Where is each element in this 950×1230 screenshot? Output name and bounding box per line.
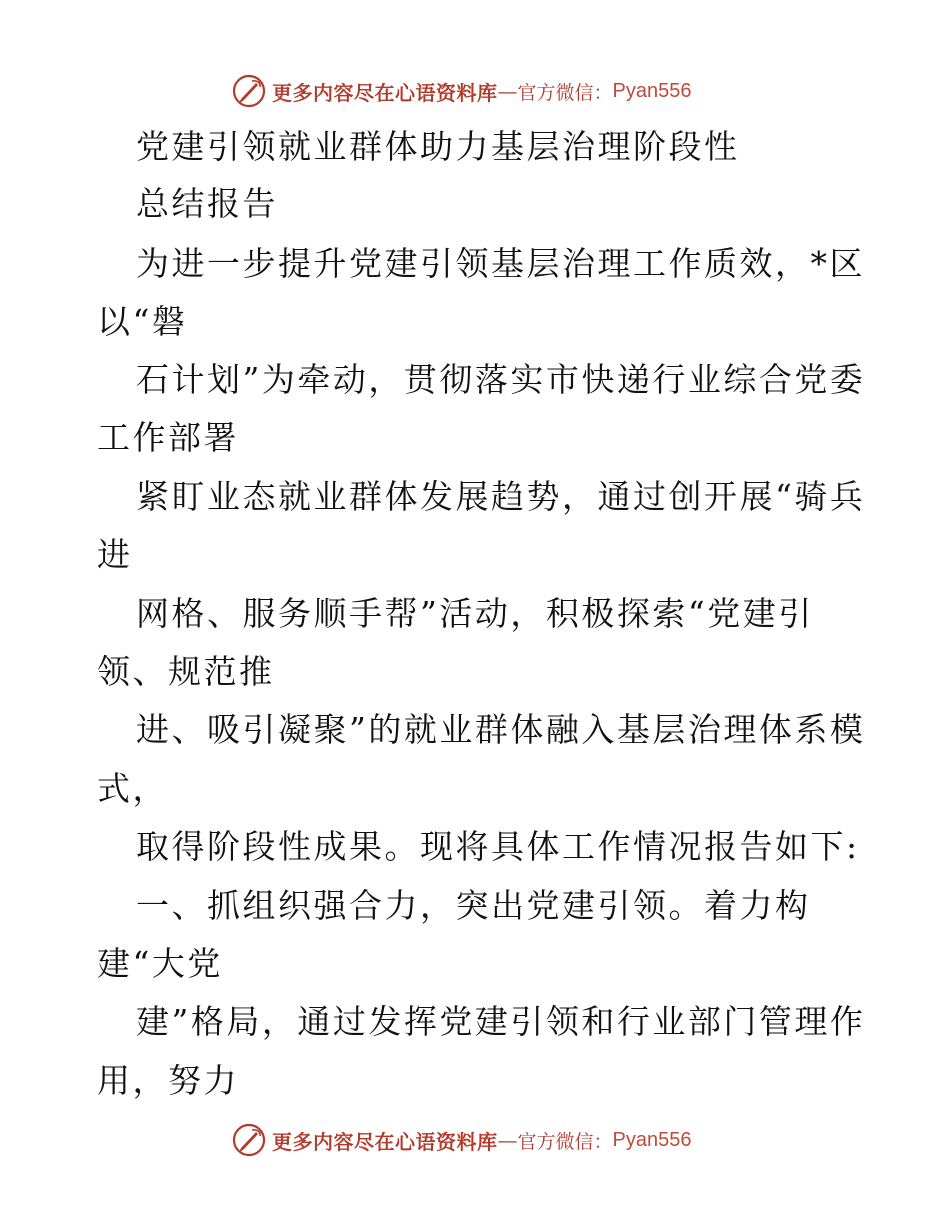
doc-title-line-2: 总结报告 [136,184,278,223]
watermark-text: 更多内容尽在心语资料库 [272,1129,498,1154]
body-line: 建”格局，通过发挥党建引领和行业部门管理作 [136,1002,866,1041]
doc-title-line-1: 党建引领就业群体助力基层治理阶段性 [136,127,740,166]
body-line: 以“磐 [97,302,188,341]
body-line: 领、规范推 [97,652,275,691]
body-line: 用，努力 [97,1061,239,1100]
body-line: 进、吸引凝聚”的就业群体融入基层治理体系模 [136,710,866,749]
body-line: 取得阶段性成果。现将具体工作情况报告如下: [136,827,860,866]
watermark-separator: — [497,1128,518,1152]
wechat-id: Pyan556 [612,79,692,102]
wechat-id: Pyan556 [612,1128,692,1151]
body-line: 建“大党 [97,944,223,983]
body-line: 石计划”为牵动，贯彻落实市快递行业综合党委 [136,360,866,399]
wechat-label: 官方微信： [517,81,613,104]
wechat-label: 官方微信： [517,1130,613,1153]
footer-watermark [232,1120,752,1160]
section-heading-line: 一、抓组织强合力，突出党建引领。着力构 [136,886,811,925]
quill-pen-icon [232,1123,266,1157]
body-line: 紧盯业态就业群体发展趋势，通过创开展“骑兵 [136,477,866,516]
body-line: 工作部署 [97,418,239,457]
body-line: 为进一步提升党建引领基层治理工作质效，*区 [136,244,865,283]
header-watermark [232,71,752,111]
watermark-separator: — [497,79,518,103]
body-line: 式， [97,769,168,808]
body-line: 进 [97,535,133,574]
quill-pen-icon [232,74,266,108]
watermark-text: 更多内容尽在心语资料库 [272,80,498,105]
body-line: 网格、服务顺手帮”活动，积极探索“党建引 [136,594,814,633]
